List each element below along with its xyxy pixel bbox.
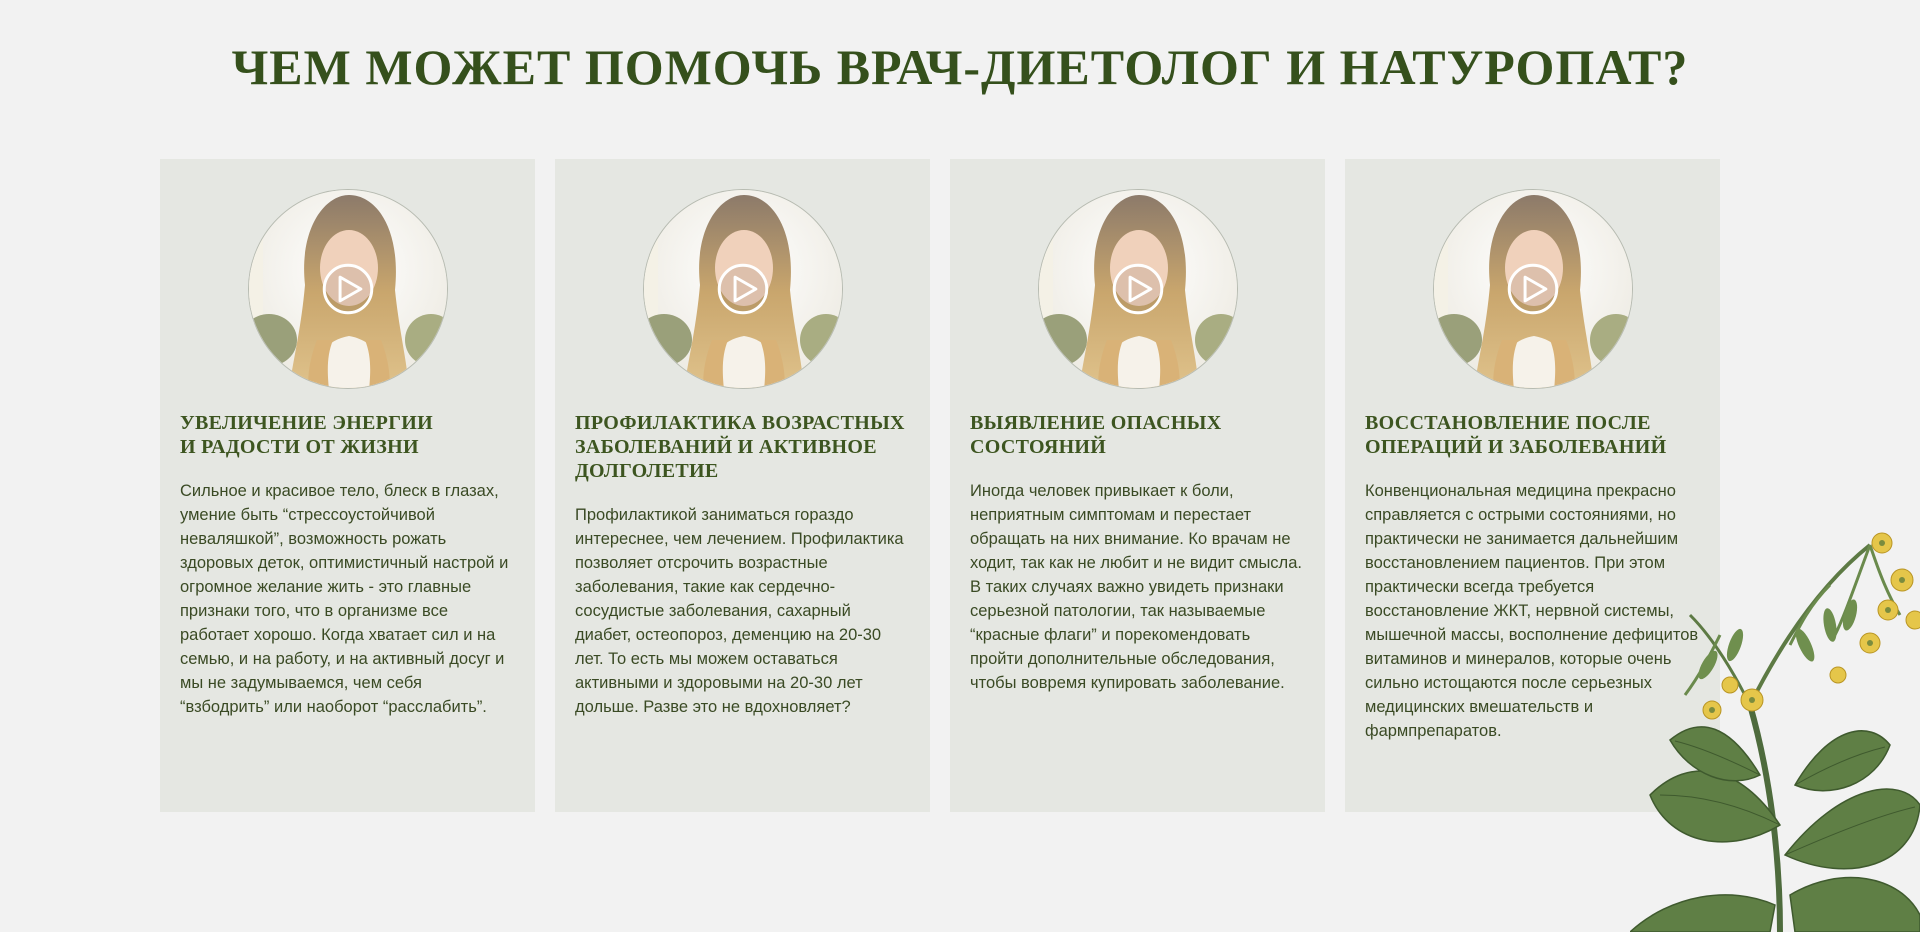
card-title-line: СОСТОЯНИЙ [970, 436, 1107, 458]
video-thumbnail[interactable] [1433, 189, 1633, 389]
card-title-line: УВЕЛИЧЕНИЕ ЭНЕРГИИ [180, 412, 433, 434]
card-title-line: ПРОФИЛАКТИКА ВОЗРАСТНЫХ [575, 412, 905, 434]
cards-row [160, 159, 1720, 812]
card-title-line: И РАДОСТИ ОТ ЖИЗНИ [180, 436, 419, 458]
card-title [1365, 411, 1700, 459]
video-thumbnail[interactable] [643, 189, 843, 389]
play-icon[interactable] [1434, 190, 1632, 388]
service-card [950, 159, 1325, 812]
service-card [555, 159, 930, 812]
card-description: Профилактикой заниматься гораздо интереснее, чем лечением. Профилактика позволяет отсрочить возрастные заболевания, такие как сердечно-сосудистые заболевания, сахарный диабет, остеопороз, деменцию на 20-30 лет. То есть мы можем оставаться активными и здоровыми на 20-30 лет дольше. Разве это не вдохновляет? [575, 506, 904, 716]
card-description: Иногда человек привыкает к боли, неприятным симптомам и перестает обращать на них внимание. Ко врачам не ходит, так как не любит и не видит смысла. В таких случаях важно увидеть признаки серьезной патологии, так называемые “красные флаги” и порекомендовать пройти дополнительные обследования, чтобы вовремя купировать заболевание. [970, 482, 1302, 692]
primrose-illustration [1630, 525, 1920, 932]
card-title-line: ДОЛГОЛЕТИЕ [575, 460, 719, 482]
service-card [160, 159, 535, 812]
card-title-line: ВЫЯВЛЕНИЕ ОПАСНЫХ [970, 412, 1222, 434]
card-description: Конвенциональная медицина прекрасно справляется с острыми состояниями, но практически не занимается дальнейшим восстановлением пациентов. При этом практически всегда требуется восстановление ЖКТ, нервной системы, мышечной массы, восполнение дефицитов витаминов и минералов, которые очень сильно истощаются после серьезных медицинских вмешательств и фармпрепаратов. [1365, 482, 1699, 740]
card-title-line: ЗАБОЛЕВАНИЙ И АКТИВНОЕ [575, 436, 877, 458]
card-title [575, 411, 910, 483]
card-title-line: ОПЕРАЦИЙ И ЗАБОЛЕВАНИЙ [1365, 436, 1667, 458]
play-icon[interactable] [1039, 190, 1237, 388]
video-thumbnail[interactable] [248, 189, 448, 389]
card-title-line: ВОССТАНОВЛЕНИЕ ПОСЛЕ [1365, 412, 1651, 434]
play-icon[interactable] [644, 190, 842, 388]
play-icon[interactable] [249, 190, 447, 388]
card-title [970, 411, 1305, 459]
video-thumbnail[interactable] [1038, 189, 1238, 389]
card-description: Сильное и красивое тело, блеск в глазах, умение быть “стрессоустойчивой неваляшкой”, возможность рожать здоровых деток, оптимистичный настрой и огромное желание жить - это главные признаки того, что в организме все работает хорошо. Когда хватает сил и на семью, и на работу, и на активный досуг и мы не задумываемся, чем себя “взбодрить” или наоборот “расслабить”. [180, 482, 509, 716]
card-title [180, 411, 515, 459]
page-title: ЧЕМ МОЖЕТ ПОМОЧЬ ВРАЧ-ДИЕТОЛОГ И НАТУРОПАТ? [231, 39, 1689, 95]
